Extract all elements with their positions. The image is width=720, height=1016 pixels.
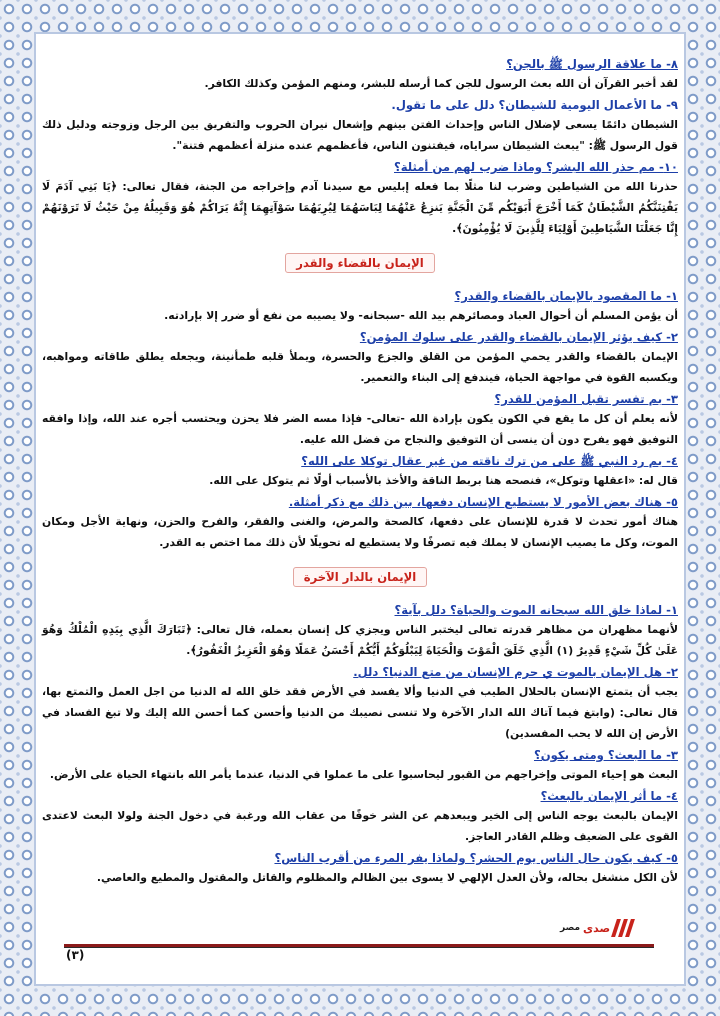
qa-block <box>42 391 678 450</box>
publisher-logo <box>560 919 632 937</box>
question: ٨- ما علاقة الرسول ﷺ بالجن؟ <box>506 57 678 71</box>
page-number: (٣) <box>66 948 85 962</box>
question: ٥- هناك بعض الأمور لا يستطيع الإنسان دفعها، بين ذلك مع ذكر أمثلة. <box>288 495 678 509</box>
section-title: الإيمان بالقضاء والقدر <box>285 253 434 273</box>
question: ٣- ما البعث؟ ومتى يكون؟ <box>533 748 678 762</box>
document-body <box>42 56 678 891</box>
answer: يجب أن يتمتع الإنسان بالحلال الطيب في الدنيا وألا يفسد في الأرض فقد خلق الله له الدنيا من اجل العمل والتمتع بها، قال تعالى: (وابتغ فيما آتاك الله الدار الآخرة ولا تنسى نصيبك من الدنيا وأحسن كما أحسن الله إليك ولا تبغ الفساد في الأرض إن الله لا يحب المفسدين) <box>42 685 678 740</box>
answer: لأنه يعلم أن كل ما يقع في الكون يكون بإرادة الله -تعالى- فإذا مسه الضر فلا يحزن ويحتسب أجره عند الله، وإذا وافقه التوفيق فهو يفرح دون أن ينسى أن التوفيق والنجاح من فضل الله عليه. <box>42 412 678 446</box>
answer: هناك أمور تحدث لا قدرة للإنسان على دفعها، كالصحة والمرض، والغنى والفقر، والفرح والحزن، ونهاية الأجل ومكان الموت، وكل ما يصيب الإنسان لا يملك فيه تصرفًا ولا يستطيع له تحويلًا لأن ذلك مما اختص به القدر. <box>42 515 678 549</box>
qa-block <box>42 494 678 553</box>
qa-block <box>42 850 678 888</box>
answer: الإيمان بالبعث يوجه الناس إلى الخير ويبعدهم عن الشر خوفًا من عقاب الله ورغبة في دخول الجنة ولولا البعث لاعتدى القوى على الضعيف وظلم القادر العاجز. <box>42 809 678 843</box>
question: ٤- بم رد النبي ﷺ على من ترك ناقته من غير عقال توكلا على الله؟ <box>301 454 678 468</box>
section-title: الإيمان بالدار الآخرة <box>293 567 427 587</box>
question: ١٠- مم حذر الله البشر؟ وماذا ضرب لهم من أمثلة؟ <box>394 160 678 174</box>
qa-block <box>42 453 678 491</box>
logo-stripes-icon <box>614 919 632 937</box>
qa-block <box>42 56 678 94</box>
question: ٢- هل الإيمان بالموت ي حرم الإنسان من متع الدنيا؟ دلل. <box>353 665 678 679</box>
answer: لأنهما مظهران من مظاهر قدرته تعالى ليختبر الناس ويجزي كل إنسان بعمله، قال تعالى: ﴿تَبَارَكَ الَّذِي بِيَدِهِ الْمُلْكُ وَهُوَ عَلَىٰ كُلِّ شَيْءٍ قَدِيرٌ (١) الَّذِي خَلَقَ الْمَوْتَ وَالْحَيَاةَ لِيَبْلُوَكُمْ أَيُّكُمْ أَحْسَنُ عَمَلًا وَهُوَ الْعَزِيزُ الْغَفُورُ﴾. <box>42 623 678 657</box>
qa-block <box>42 159 678 239</box>
qa-block <box>42 288 678 326</box>
answer: الشيطان دائمًا يسعى لإضلال الناس وإحداث الفتن بينهم وإشعال نيران الحروب والتفريق بين الرجل وزوجته ودليل ذلك قول الرسول ﷺ: "يبعث الشيطان سراياه، فيفتنون الناس، فأعظمهم عنده منزلة أعظمهم فتنة". <box>42 118 678 152</box>
answer: أن يؤمن المسلم أن أحوال العباد ومصائرهم بيد الله -سبحانه- ولا يصيبه من نفع أو ضرر إلا بإرادته. <box>164 309 678 322</box>
logo-sub-text: مصر <box>560 923 581 933</box>
qa-block <box>42 747 678 785</box>
answer: البعث هو إحياء الموتى وإخراجهم من القبور ليحاسبوا على ما عملوا في الدنيا، عندما يأمر الله بانتهاء الحياة على الأرض. <box>49 768 678 781</box>
question: ٣- بم تفسر تقبل المؤمن للقدر؟ <box>494 392 678 406</box>
question: ٤- ما أثر الإيمان بالبعث؟ <box>540 789 678 803</box>
answer: حذرنا الله من الشياطين وضرب لنا مثلًا بما فعله إبليس مع سيدنا آدم وإخراجه من الجنة، فقال تعالى: ﴿يَا بَنِي آدَمَ لَا يَفْتِنَنَّكُمُ الشَّيْطَانُ كَمَا أَخْرَجَ أَبَوَيْكُم مِّنَ الْجَنَّةِ يَنزِعُ عَنْهُمَا لِبَاسَهُمَا لِيُرِيَهُمَا سَوْآتِهِمَا إِنَّهُ يَرَاكُمْ هُوَ وَقَبِيلُهُ مِنْ حَيْثُ لَا تَرَوْنَهُمْ إِنَّا جَعَلْنَا الشَّيَاطِينَ أَوْلِيَاءَ لِلَّذِينَ لَا يُؤْمِنُونَ﴾. <box>42 180 678 235</box>
answer: قال له: «اعقلها وتوكل»، فنصحه هنا بربط الناقة والأخذ بالأسباب أولًا ثم يتوكل على الله. <box>209 474 678 487</box>
question: ٩- ما الأعمال اليومية للشيطان؟ دلل على ما تقول. <box>391 98 678 112</box>
qa-block <box>42 788 678 847</box>
qa-block <box>42 97 678 156</box>
answer: لقد أخبر القرآن أن الله بعث الرسول للجن كما أرسله للبشر، ومنهم المؤمن وكذلك الكافر. <box>204 77 678 90</box>
section-heading <box>42 566 678 585</box>
logo-main-text: صدى <box>583 921 611 935</box>
question: ٥- كيف يكون حال الناس يوم الحشر؟ ولماذا يفر المرء من أقرب الناس؟ <box>274 851 678 865</box>
answer: الإيمان بالقضاء والقدر يحمي المؤمن من القلق والجزع والحسرة، ويملأ قلبه طمأنينة، ويجعله يطلق طاقاته ومواهبه، ويكسبه القوة في مواجهة الحياة، فيندفع إلى البناء والتعمير. <box>42 350 678 384</box>
answer: لأن الكل منشغل بحاله، ولأن العدل الإلهي لا يسوى بين الظالم والمظلوم والقاتل والمقتول والمطيع والعاصي. <box>96 871 678 884</box>
question: ١- لماذا خلق الله سبحانه الموت والحياة؟ دلل بآية؟ <box>394 603 678 617</box>
qa-block <box>42 602 678 661</box>
qa-block <box>42 329 678 388</box>
footer-divider <box>64 944 654 948</box>
qa-block <box>42 664 678 744</box>
question: ٢- كيف يؤثر الإيمان بالقضاء والقدر على سلوك المؤمن؟ <box>359 330 678 344</box>
question: ١- ما المقصود بالإيمان بالقضاء والقدر؟ <box>454 289 678 303</box>
section-heading <box>42 252 678 271</box>
